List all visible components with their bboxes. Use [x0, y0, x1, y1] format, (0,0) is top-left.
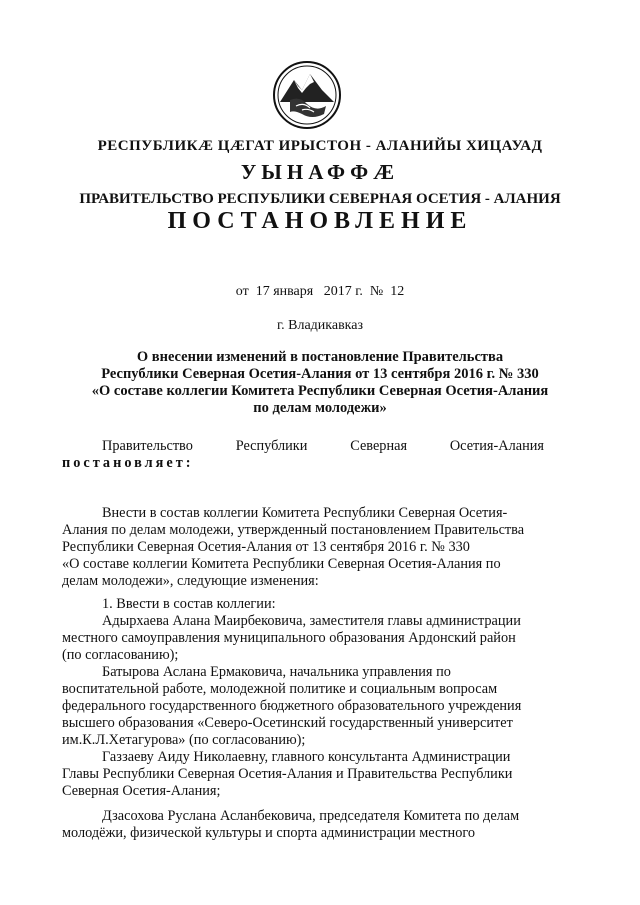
city-name: г. Владикавказ — [276, 318, 364, 333]
entry-line: молодёжи, физической культуры и спорта администрации местного — [62, 825, 476, 841]
entry-line: федерального государственного бюджетного образовательного учреждения — [62, 698, 522, 714]
dateline-prefix: от — [235, 284, 249, 299]
entry-line: Газзаеву Аиду Николаевну, главного консультанта Администрации — [102, 749, 511, 765]
entry-line: высшего образования «Северо-Осетинский государственный университет — [62, 715, 513, 731]
preamble-word: Правительство — [102, 438, 193, 454]
title-line: Республики Северная Осетия-Алания от 13 сентября 2016 г. № 330 — [101, 366, 539, 382]
republic-name-ossetian: РЕСПУБЛИКÆ ЦÆГАТ ИРЫСТОН - АЛАНИЙЫ ХИЦАУАД — [97, 138, 543, 154]
entry-line: Главы Республики Северная Осетия-Алания и Правительства Республики — [62, 766, 513, 782]
decree-title — [40, 349, 600, 417]
preamble-word: Осетия-Алания — [449, 438, 544, 454]
entry-line: Дзасохова Руслана Асланбековича, председателя Комитета по делам — [102, 808, 520, 824]
entry-line: (по согласованию); — [62, 647, 179, 663]
coat-of-arms-emblem — [272, 60, 342, 130]
decree-ossetian: УЫНАФФÆ — [240, 160, 400, 184]
preamble-verb: постановляет: — [62, 455, 194, 471]
entry-line: воспитательной работе, молодежной политике и социальным вопросам — [62, 681, 498, 697]
preamble-word: Республики — [235, 438, 308, 454]
decree-number: 12 — [390, 284, 405, 299]
preamble — [62, 438, 544, 472]
paragraph-main — [62, 505, 544, 590]
paragraph-line: Внести в состав коллегии Комитета Республики Северная Осетия- — [102, 505, 508, 521]
entry-line: местного самоуправления муниципального образования Ардонский район — [62, 630, 516, 646]
government-name-russian: ПРАВИТЕЛЬСТВО РЕСПУБЛИКИ СЕВЕРНАЯ ОСЕТИЯ - АЛАНИЯ — [79, 191, 561, 207]
person-entry-3 — [62, 749, 544, 800]
entry-line: Адырхаева Алана Маирбековича, заместителя главы администрации — [102, 613, 521, 629]
paragraph-line: делам молодежи», следующие изменения: — [62, 573, 319, 589]
decree-russian: ПОСТАНОВЛЕНИЕ — [167, 208, 473, 234]
entry-line: им.К.Л.Хетагурова» (по согласованию); — [62, 732, 306, 748]
item-one — [62, 596, 544, 613]
entry-line: Батырова Аслана Ермаковича, начальника управления по — [102, 664, 451, 680]
title-line: «О составе коллегии Комитета Республики Северная Осетия-Алания — [91, 383, 549, 399]
preamble-word: Северная — [350, 438, 408, 454]
person-entry-2 — [62, 664, 544, 749]
person-entry-4 — [62, 808, 544, 842]
decree-date: 17 января — [255, 284, 314, 299]
decree-dateline — [40, 284, 600, 300]
number-sign: № — [369, 284, 384, 299]
paragraph-line: «О составе коллегии Комитета Республики Северная Осетия-Алания по — [62, 556, 501, 572]
decree-year: 2017 г. — [323, 284, 363, 299]
title-line: по делам молодежи» — [253, 400, 387, 416]
item-line: 1. Ввести в состав коллегии: — [102, 596, 276, 612]
title-line: О внесении изменений в постановление Правительства — [136, 349, 504, 365]
paragraph-line: Алания по делам молодежи, утвержденный постановлением Правительства — [62, 522, 525, 538]
entry-line: Северная Осетия-Алания; — [62, 783, 221, 799]
paragraph-line: Республики Северная Осетия-Алания от 13 сентября 2016 г. № 330 — [62, 539, 470, 555]
person-entry-1 — [62, 613, 544, 664]
